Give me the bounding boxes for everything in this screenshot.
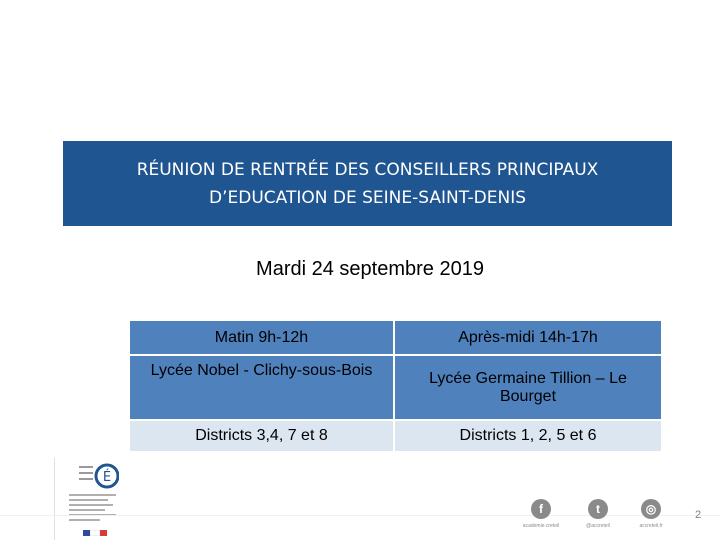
title-banner — [63, 141, 672, 226]
website-label: accreteil.fr — [639, 523, 663, 529]
morning-header: Matin 9h-12h — [130, 321, 394, 355]
title-line-2: D’EDUCATION DE SEINE-SAINT-DENIS — [209, 187, 526, 208]
table-row — [130, 355, 661, 420]
facebook-icon: f — [531, 499, 551, 519]
logo-text-lines — [69, 494, 121, 524]
schedule-table — [130, 321, 661, 451]
website-link[interactable] — [616, 499, 686, 529]
french-flag-icon — [83, 530, 107, 536]
page-number: 2 — [695, 509, 702, 521]
svg-text:É: É — [102, 470, 112, 485]
meeting-date: Mardi 24 septembre 2019 — [256, 258, 484, 280]
academie-logo — [54, 458, 125, 540]
afternoon-venue: Lycée Germaine Tillion – Le Bourget — [394, 355, 661, 420]
dribbble-icon: ◎ — [641, 499, 661, 519]
academie-emblem-icon — [79, 462, 119, 490]
morning-venue: Lycée Nobel - Clichy-sous-Bois — [130, 355, 394, 420]
table-row — [130, 321, 661, 355]
afternoon-districts: Districts 1, 2, 5 et 6 — [394, 420, 661, 451]
twitter-label: @accreteil — [586, 523, 610, 529]
afternoon-header: Après-midi 14h-17h — [394, 321, 661, 355]
title-line-1: RÉUNION DE RENTRÉE DES CONSEILLERS PRINCIPAUX — [136, 159, 599, 180]
facebook-label: academie.creteil — [522, 523, 560, 529]
table-row — [130, 420, 661, 451]
twitter-icon: t — [588, 499, 608, 519]
morning-districts: Districts 3,4, 7 et 8 — [130, 420, 394, 451]
